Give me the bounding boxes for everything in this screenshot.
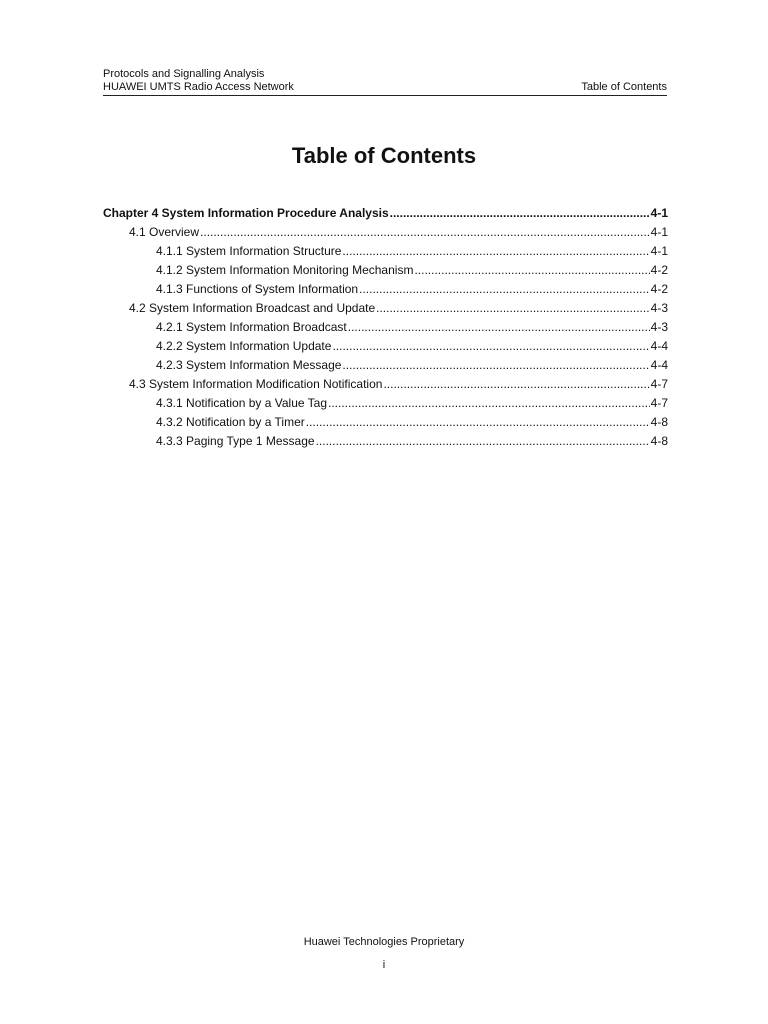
header-product-name: HUAWEI UMTS Radio Access Network [103,81,294,93]
toc-entry-4-3-3[interactable] [103,432,668,451]
toc-entry-page: 4-4 [650,339,668,353]
toc-entry-title: 4.1.1 System Information Structure [156,244,342,258]
toc-entry-page: 4-7 [650,396,668,410]
toc-entry-4-2-3[interactable] [103,356,668,375]
page-footer: Huawei Technologies Proprietary [303,936,465,948]
toc-entry-4-3[interactable] [103,375,668,394]
toc-entry-title: 4.2.3 System Information Message [156,358,342,372]
toc-entry-page: 4-7 [650,377,668,391]
toc-entry-title: 4.3 System Information Modification Notification [129,377,383,391]
toc-entry-page: 4-2 [650,282,668,296]
toc-entry-title: 4.1.2 System Information Monitoring Mechanism [156,263,414,277]
table-of-contents [103,204,668,451]
toc-entry-4-1[interactable] [103,223,668,242]
header-document-title: Protocols and Signalling Analysis [103,68,265,80]
page-header [103,68,667,96]
toc-entry-4-1-1[interactable] [103,242,668,261]
toc-entry-4-3-2[interactable] [103,413,668,432]
toc-dot-leader [342,242,649,261]
toc-entry-page: 4-8 [650,415,668,429]
toc-entry-title: 4.3.1 Notification by a Value Tag [156,396,327,410]
toc-dot-leader [328,394,650,413]
toc-dot-leader [306,413,650,432]
toc-dot-leader [342,356,649,375]
page-title: Table of Contents [291,143,477,168]
toc-entry-4-1-2[interactable] [103,261,668,280]
toc-dot-leader [332,337,649,356]
toc-dot-leader [414,261,649,280]
toc-entry-title: 4.1.3 Functions of System Information [156,282,359,296]
toc-entry-4-2-1[interactable] [103,318,668,337]
toc-dot-leader [316,432,650,451]
toc-entry-title: 4.1 Overview [129,225,200,239]
header-section-name: Table of Contents [581,81,667,93]
toc-entry-page: 4-1 [650,206,668,220]
toc-dot-leader [200,223,650,242]
toc-dot-leader [359,280,650,299]
page-number: i [382,959,386,971]
toc-entry-page: 4-3 [650,301,668,315]
toc-entry-title: Chapter 4 System Information Procedure Analysis [103,206,389,220]
toc-entry-chapter-4[interactable] [103,204,668,223]
toc-dot-leader [376,299,650,318]
toc-entry-4-2[interactable] [103,299,668,318]
toc-entry-4-2-2[interactable] [103,337,668,356]
toc-entry-4-3-1[interactable] [103,394,668,413]
toc-entry-page: 4-1 [650,225,668,239]
toc-entry-title: 4.2.1 System Information Broadcast [156,320,347,334]
toc-entry-page: 4-1 [650,244,668,258]
toc-entry-page: 4-4 [650,358,668,372]
toc-entry-title: 4.2 System Information Broadcast and Update [129,301,376,315]
toc-entry-title: 4.2.2 System Information Update [156,339,332,353]
toc-entry-title: 4.3.3 Paging Type 1 Message [156,434,315,448]
header-row-2 [103,81,667,94]
toc-entry-page: 4-3 [650,320,668,334]
toc-entry-page: 4-8 [650,434,668,448]
header-row-1 [103,68,667,81]
toc-entry-page: 4-2 [650,263,668,277]
toc-entry-title: 4.3.2 Notification by a Timer [156,415,305,429]
toc-entry-4-1-3[interactable] [103,280,668,299]
toc-dot-leader [348,318,650,337]
toc-dot-leader [390,204,650,223]
toc-dot-leader [383,375,649,394]
